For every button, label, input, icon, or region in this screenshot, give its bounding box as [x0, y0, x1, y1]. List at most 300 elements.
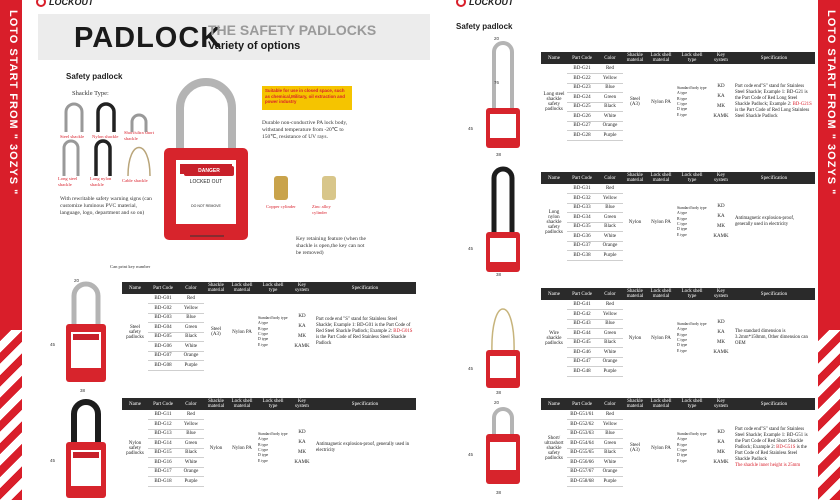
color-value: Blue — [597, 429, 623, 439]
table-header: Lock shell type — [675, 398, 709, 410]
part-code: BD-G27 — [567, 121, 597, 131]
shackle-type-caption: Long steel shackle — [58, 176, 78, 187]
spec-table — [541, 288, 815, 377]
nylon-shackle-icon — [98, 104, 114, 132]
body-type: E type — [677, 112, 687, 117]
long-steel-padlock-image — [478, 40, 528, 150]
color-value: Black — [597, 222, 623, 232]
table-header: Shackle material — [204, 282, 228, 294]
part-code: BD-G03 — [148, 313, 178, 323]
right-side-strip — [818, 0, 840, 500]
copper-cylinder-icon — [274, 176, 288, 200]
body-type: A type — [258, 437, 269, 442]
shell-material: Nylon PA — [651, 99, 671, 105]
table-header: Shackle material — [623, 172, 647, 184]
body-type: C type — [258, 448, 269, 452]
body-type: A type — [677, 327, 688, 332]
table-header: Name — [541, 172, 567, 184]
table-header: Color — [597, 288, 623, 300]
shell-material: Nylon PA — [651, 335, 671, 341]
shell-type-list — [675, 300, 709, 376]
body-type: Standard body type — [677, 322, 707, 327]
key-system: MK — [716, 340, 726, 345]
part-code: BD-G15 — [148, 448, 178, 458]
color-value: Yellow — [597, 194, 623, 204]
spec-table — [541, 398, 815, 487]
table-header: Key system — [290, 282, 314, 294]
color-value: Yellow — [178, 420, 204, 430]
spec-table — [122, 282, 416, 371]
table-header: Specification — [314, 398, 416, 410]
table-row — [541, 410, 815, 420]
body-type: B type — [258, 326, 269, 331]
shell-type-list — [675, 410, 709, 486]
table-header: Name — [122, 282, 148, 294]
key-system: KAMK — [713, 114, 729, 119]
part-code: BD-G36 — [567, 232, 597, 242]
body-type: D type — [677, 227, 688, 232]
color-value: Blue — [178, 313, 204, 323]
table-header: Name — [541, 288, 567, 300]
body-type: E type — [677, 458, 687, 463]
sign-description: With rewritable safety warning signs (can customize luminous PVC material, language, logo, department and so on) — [60, 196, 152, 216]
spec-note: The shackle inner height is 25mm — [735, 463, 801, 468]
key-system: KD — [298, 430, 306, 435]
shackle-type-caption: Nylon shackle — [92, 134, 119, 139]
product-name: Steel safety padlocks — [126, 324, 144, 340]
table-header: Shackle material — [623, 52, 647, 64]
part-code: BD-G16 — [148, 458, 178, 468]
table-row — [122, 410, 416, 420]
body-description: Durable non-conductive PA lock body, withstand temperature from -20℃ to 150℃, resistance of UV rays. — [262, 120, 348, 140]
color-value: Orange — [597, 241, 623, 251]
table-header: Key system — [709, 398, 733, 410]
shell-type-list — [675, 184, 709, 260]
part-code: BD-G33 — [567, 203, 597, 213]
color-value: Black — [597, 448, 623, 458]
shackle-material: Steel (A3) — [211, 327, 221, 337]
body-type: E type — [258, 342, 268, 347]
part-code: BD-G34 — [567, 213, 597, 223]
spec-table — [541, 172, 815, 261]
color-value: Green — [178, 439, 204, 449]
product-name: Wire shackle padlocks — [545, 330, 563, 346]
part-code: BD-G47 — [567, 357, 597, 367]
spec-text: Part code end"S" stand for Stainless Steel Shackle; Example 1: BD-G51 is the Part Code of Red Short Shackle Padlock; Example 2: — [735, 427, 808, 450]
dimension-label: 45 — [50, 342, 56, 347]
key-feature-note: Key retaining feature (when the shackle is open,the key can not be removed) — [296, 236, 366, 256]
table-header: Lock shell material — [647, 288, 675, 300]
body-type: E type — [677, 348, 687, 353]
color-value: Blue — [597, 83, 623, 93]
table-header: Part Code — [567, 172, 597, 184]
table-row — [541, 64, 815, 74]
body-type: E type — [677, 232, 687, 237]
part-code: BD-G23 — [567, 83, 597, 93]
part-code: BD-G17 — [148, 467, 178, 477]
table-row — [541, 300, 815, 310]
part-code: BD-G02 — [148, 304, 178, 314]
table-header: Part Code — [567, 398, 597, 410]
part-code: BD-G32 — [567, 194, 597, 204]
part-code: BD-G13 — [148, 429, 178, 439]
short-padlock-image — [478, 402, 528, 498]
table-header: Lock shell material — [647, 172, 675, 184]
table-header: Color — [178, 282, 204, 294]
dimension-label: 45 — [468, 126, 474, 131]
tag-text: LOCKED OUT — [189, 179, 223, 185]
spec-highlight: BD-G01S — [393, 329, 413, 334]
shackle-type-label: Shackle Type: — [72, 90, 109, 97]
shackle-material: Steel (A3) — [630, 443, 640, 453]
table-header: Lock shell material — [228, 398, 256, 410]
dimension-label: 38 — [496, 490, 502, 495]
table-header: Key system — [709, 52, 733, 64]
table-header: Shackle material — [623, 398, 647, 410]
color-value: Blue — [597, 203, 623, 213]
key-system: KD — [717, 84, 725, 89]
body-type: E type — [258, 458, 268, 463]
spec-highlight: BD-G51S — [776, 445, 796, 450]
key-system: MK — [716, 450, 726, 455]
part-code: BD-G55/65 — [567, 448, 597, 458]
dimension-label: 45 — [50, 458, 56, 463]
shackle-material: Nylon — [209, 445, 223, 451]
specification — [314, 294, 416, 370]
part-code: BD-G48 — [567, 367, 597, 377]
part-code: BD-G04 — [148, 323, 178, 333]
table-row — [122, 294, 416, 304]
specification — [733, 184, 815, 260]
color-value: Green — [597, 439, 623, 449]
spec-text: Part code end"S" stand for Stainless Steel Shackle; Example 1: BD-G21 is the Part Code of Red Long Steel Shackle Padlock; Example 2: — [735, 84, 808, 107]
shackle-type-caption: Long nylon shackle — [90, 176, 112, 187]
long-nylon-padlock-image — [478, 164, 528, 276]
color-value: Yellow — [597, 310, 623, 320]
color-value: White — [597, 458, 623, 468]
key-system: KD — [298, 314, 306, 319]
color-value: Orange — [597, 357, 623, 367]
part-code: BD-G45 — [567, 338, 597, 348]
shell-type-list — [256, 410, 290, 486]
color-value: White — [597, 348, 623, 358]
body-type: B type — [677, 332, 688, 337]
color-value: Purple — [597, 367, 623, 377]
color-value: Green — [597, 93, 623, 103]
table-header: Color — [178, 398, 204, 410]
shackle-material: Steel (A3) — [630, 97, 640, 107]
color-value: Yellow — [597, 420, 623, 430]
color-value: Orange — [178, 351, 204, 361]
shackle-type-caption: Short/ultra short shackle — [124, 130, 154, 141]
body-type: D type — [677, 343, 688, 348]
shell-material: Nylon PA — [232, 445, 252, 451]
key-system-list — [709, 410, 733, 486]
part-code: BD-G43 — [567, 319, 597, 329]
spec-highlight: BD-G21S — [792, 102, 812, 107]
table-header: Lock shell type — [675, 52, 709, 64]
color-value: Green — [597, 329, 623, 339]
color-value: Red — [178, 294, 204, 304]
key-system: KAMK — [713, 460, 729, 465]
dimension-label: 45 — [468, 366, 474, 371]
color-value: White — [178, 458, 204, 468]
spec-text: Antimagnetic explosion-proof, generally used in electricity — [735, 216, 795, 227]
color-value: Red — [178, 410, 204, 420]
color-value: Red — [597, 410, 623, 420]
shackle-type-caption: Cable shackle — [122, 178, 148, 183]
shell-material: Nylon PA — [651, 219, 671, 225]
long-nylon-shackle-icon — [96, 141, 110, 176]
shackle-type-caption: Steel shackle — [60, 134, 85, 139]
part-code: BD-G24 — [567, 93, 597, 103]
table-header: Name — [541, 52, 567, 64]
part-code: BD-G57/67 — [567, 467, 597, 477]
part-code: BD-G37 — [567, 241, 597, 251]
logo-icon — [36, 0, 46, 7]
key-system: KA — [298, 324, 306, 329]
key-system: KAMK — [294, 344, 310, 349]
spec-text: is the Part Code of Red Long Stainless Steel Shackle Padlock — [735, 108, 810, 119]
part-code: BD-G28 — [567, 131, 597, 141]
key-system: KD — [717, 320, 725, 325]
hazard-stripes — [0, 330, 22, 500]
section-title: Safety padlock — [66, 72, 123, 81]
table-header: Lock shell type — [675, 172, 709, 184]
table-row — [541, 184, 815, 194]
cylinder-caption: Copper cylinder — [266, 204, 296, 209]
body-type: A type — [677, 437, 688, 442]
key-system: KA — [717, 440, 725, 445]
part-code: BD-G25 — [567, 102, 597, 112]
shell-type-list — [256, 294, 290, 370]
table-header: Lock shell type — [675, 288, 709, 300]
spec-text: is the Part Code of Red Stainless Steel Shackle Padlock — [735, 445, 807, 462]
nylon-padlock-image — [56, 396, 116, 500]
section-title: Safety padlock — [456, 22, 513, 31]
tag-small-text: DO NOT REMOVE — [191, 204, 221, 208]
body-type: A type — [677, 211, 688, 216]
body-type: C type — [677, 102, 688, 106]
color-value: Orange — [178, 467, 204, 477]
spec-table — [122, 398, 416, 487]
spec-table — [541, 52, 815, 141]
key-system: KAMK — [294, 460, 310, 465]
cylinder-caption: Zinc alloy cylinder — [312, 204, 331, 215]
table-header: Name — [122, 398, 148, 410]
part-code: BD-G51/61 — [567, 410, 597, 420]
part-code: BD-G18 — [148, 477, 178, 487]
table-header: Lock shell material — [228, 282, 256, 294]
body-type: Standard body type — [677, 86, 707, 91]
key-system: KD — [717, 204, 725, 209]
body-type: Standard body type — [258, 432, 288, 437]
color-value: Black — [597, 102, 623, 112]
body-type: C type — [677, 222, 688, 226]
part-code: BD-G52/62 — [567, 420, 597, 430]
color-value: Red — [597, 64, 623, 74]
part-code: BD-G12 — [148, 420, 178, 430]
table-header: Color — [597, 398, 623, 410]
table-header: Specification — [733, 172, 815, 184]
spec-text: is the Part Code of Red Stainless Steel Shackle Padlock — [316, 335, 407, 346]
shell-material: Nylon PA — [232, 329, 252, 335]
part-code: BD-G07 — [148, 351, 178, 361]
key-system: MK — [297, 450, 307, 455]
page-title: PADLOCK — [74, 22, 223, 54]
product-name: Short/ ultrashort shackle safety padlocks — [544, 435, 564, 461]
left-side-strip — [0, 0, 22, 500]
table-header: Specification — [733, 288, 815, 300]
table-header: Color — [597, 172, 623, 184]
shackle-material: Nylon — [628, 219, 642, 225]
steel-shackle-icon — [66, 104, 82, 132]
color-value: Green — [597, 213, 623, 223]
page-tagline: Variety of options — [208, 40, 301, 52]
part-code: BD-G05 — [148, 332, 178, 342]
part-code: BD-G46 — [567, 348, 597, 358]
key-system-list — [290, 294, 314, 370]
key-system: KA — [717, 330, 725, 335]
shell-material: Nylon PA — [651, 445, 671, 451]
part-code: BD-G41 — [567, 300, 597, 310]
spec-text: Part code end "S" stand for Stainless Steel Shackle; Example 1: BD-G01 is the Part Code of Red Steel Shackle Padlock; Example 2: — [316, 317, 411, 334]
dimension-label: 38 — [496, 390, 502, 395]
wire-padlock-image — [478, 284, 528, 392]
key-system: KAMK — [713, 350, 729, 355]
part-code: BD-G42 — [567, 310, 597, 320]
long-steel-shackle-icon — [64, 141, 78, 176]
body-type: Standard body type — [258, 316, 288, 321]
key-system: KA — [717, 214, 725, 219]
dimension-label: 20 — [494, 400, 500, 405]
spec-text: The standard dimension is 3.2mm*150mm, Other dimension can OEM — [735, 329, 808, 346]
body-type: D type — [677, 107, 688, 112]
key-system: KA — [298, 440, 306, 445]
color-value: Black — [178, 448, 204, 458]
table-header: Shackle material — [204, 398, 228, 410]
color-value: Purple — [178, 361, 204, 371]
color-value: Orange — [597, 121, 623, 131]
dimension-label: 45 — [468, 452, 474, 457]
body-type: C type — [258, 332, 269, 336]
color-value: Black — [597, 338, 623, 348]
table-header: Specification — [733, 52, 815, 64]
table-header: Color — [597, 52, 623, 64]
part-code: BD-G35 — [567, 222, 597, 232]
print-note: Can print key number — [110, 264, 151, 269]
dimension-label: 20 — [494, 36, 500, 41]
tag-header: DANGER — [184, 166, 234, 176]
part-code: BD-G54/64 — [567, 439, 597, 449]
product-name: Long steel shackle safety padlocks — [543, 92, 565, 112]
color-value: Orange — [597, 467, 623, 477]
part-code: BD-G01 — [148, 294, 178, 304]
table-header: Name — [541, 398, 567, 410]
color-value: Yellow — [597, 74, 623, 84]
color-value: Purple — [597, 477, 623, 487]
part-code: BD-G26 — [567, 112, 597, 122]
body-type: A type — [677, 91, 688, 96]
key-system: KD — [717, 430, 725, 435]
table-header: Lock shell material — [647, 398, 675, 410]
color-value: Red — [597, 184, 623, 194]
color-value: Blue — [178, 429, 204, 439]
body-type: B type — [677, 442, 688, 447]
color-value: Yellow — [178, 304, 204, 314]
dimension-label: 38 — [80, 388, 86, 393]
table-header: Specification — [314, 282, 416, 294]
table-header: Part Code — [148, 282, 178, 294]
part-code: BD-G22 — [567, 74, 597, 84]
body-type: B type — [677, 96, 688, 101]
page-subtitle: THE SAFETY PADLOCKS — [208, 22, 377, 38]
product-name: Nylon safety padlocks — [126, 440, 144, 456]
color-value: Purple — [178, 477, 204, 487]
dimension-label: 38 — [496, 152, 502, 157]
body-type: B type — [258, 442, 269, 447]
spec-text: Antimagnetic explosion-proof, generally used in electricity — [316, 442, 410, 453]
table-header: Lock shell type — [256, 398, 290, 410]
dimension-label: 45 — [468, 246, 474, 251]
color-value: White — [178, 342, 204, 352]
shell-type-list — [675, 64, 709, 140]
part-code: BD-G21 — [567, 64, 597, 74]
table-header: Lock shell type — [256, 282, 290, 294]
color-value: Blue — [597, 319, 623, 329]
key-system: KA — [717, 94, 725, 99]
part-code: BD-G44 — [567, 329, 597, 339]
specification — [733, 410, 815, 486]
table-header: Key system — [709, 172, 733, 184]
shackle-material: Nylon — [628, 335, 642, 341]
color-value: Red — [597, 300, 623, 310]
product-name: Long nylon shackle safety padlocks — [545, 209, 563, 235]
hazard-stripes — [818, 330, 840, 500]
part-code: BD-G11 — [148, 410, 178, 420]
steel-padlock-image — [56, 278, 116, 393]
table-header: Specification — [733, 398, 815, 410]
cable-shackle-icon — [128, 148, 150, 177]
dimension-label: 20 — [74, 278, 80, 283]
part-code: BD-G31 — [567, 184, 597, 194]
body-type: D type — [258, 337, 269, 342]
part-code: BD-G14 — [148, 439, 178, 449]
key-system-list — [709, 300, 733, 376]
key-system: MK — [297, 334, 307, 339]
logo-icon — [456, 0, 466, 7]
table-header: Lock shell material — [647, 52, 675, 64]
dimension-label: 38 — [496, 272, 502, 277]
body-type: C type — [677, 448, 688, 452]
key-system: KAMK — [713, 234, 729, 239]
brand-logo: LOCKOUT — [36, 0, 94, 7]
part-code: BD-G38 — [567, 251, 597, 261]
color-value: Purple — [597, 251, 623, 261]
part-code: BD-G08 — [148, 361, 178, 371]
key-system: MK — [716, 104, 726, 109]
dimension-label: 76 — [494, 80, 500, 85]
application-note: Suitable for use in closed space, such as chemical,Military, oil extraction and power industry — [262, 86, 352, 110]
color-value: White — [597, 112, 623, 122]
side-slogan: LOTO START FROM " 3OZYS " — [7, 10, 19, 196]
body-type: A type — [258, 321, 269, 326]
body-type: D type — [258, 453, 269, 458]
key-system-list — [290, 410, 314, 486]
table-header: Part Code — [148, 398, 178, 410]
part-code: BD-G56/66 — [567, 458, 597, 468]
side-slogan: LOTO START FROM " 3OZYS " — [825, 10, 837, 196]
